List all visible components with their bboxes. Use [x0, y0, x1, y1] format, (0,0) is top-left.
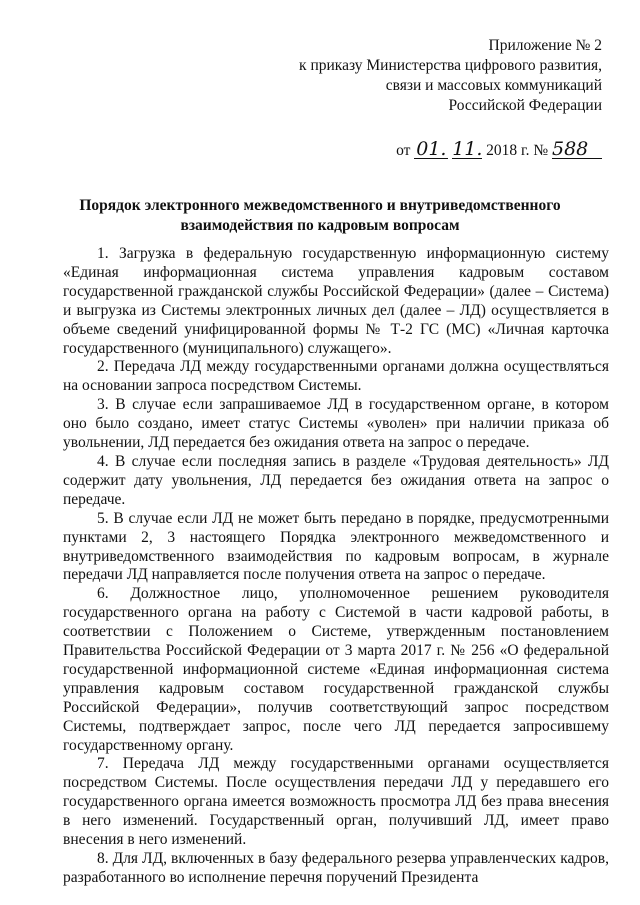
appendix-header: [299, 36, 602, 116]
document-body: [63, 245, 609, 888]
appendix-country: Российской Федерации: [448, 97, 602, 114]
paragraph-7: 7. Передача ЛД между государственными органами осуществляется посредством Системы. После осуществления передачи ЛД у передавшего его государственного органа имеется возможность просмотра ЛД без права внесения в него изменений. Государственный орган, получивший ЛД, имеет право внесения в него изменений.: [63, 755, 609, 849]
paragraph-8: 8. Для ЛД, включенных в базу федерального резерва управленческих кадров, разработанного во исполнение перечня поручений Президента: [63, 850, 609, 886]
paragraph-1: 1. Загрузка в федеральную государственную информационную систему «Единая информационная система управления кадровым составом государственной гражданской службы Российской Федерации» (далее – Система) и выгрузка из Системы электронных личных дел (далее – ЛД) осуществляется в объеме сведений унифицированной формы № Т-2 ГС (МС) «Личная карточка государственного (муниципального) служащего».: [63, 245, 609, 357]
date-prefix: от: [396, 142, 411, 159]
title-line-1: Порядок электронного межведомственного и внутриведомственного: [79, 197, 561, 214]
paragraph-4: 4. В случае если последняя запись в разделе «Трудовая деятельность» ЛД содержит дату увольнения, ЛД передается без ожидания ответа на запрос о передаче.: [63, 452, 609, 508]
paragraph-5: 5. В случае если ЛД не может быть передано в порядке, предусмотренными пунктами 2, 3 настоящего Порядка электронного межведомственного и внутриведомственного взаимодействия по кадровым вопросам, в журнале передачи ЛД направляется после получения ответа на запрос о передаче.: [63, 509, 609, 584]
appendix-number: Приложение № 2: [488, 37, 602, 54]
document-title: [40, 196, 600, 236]
paragraph-6: 6. Должностное лицо, уполномоченное решением руководителя государственного органа на работу с Системой в части кадровой работы, в соответствии с Положением о Системе, утвержденным постановлением Правительства Российской Федерации от 3 марта 2017 г. № 256 «О федеральной государственной информационной системе «Единая информационная система управления кадровым составом государственной гражданской службы Российской Федерации», получив соответствующий запрос посредством Системы, подтверждает запрос, после чего ЛД передается запросившему государственному органу.: [63, 585, 609, 754]
title-line-2: взаимодействия по кадровым вопросам: [180, 217, 460, 234]
appendix-order-ref: к приказу Министерства цифрового развития,: [299, 57, 602, 74]
appendix-ministry-line: связи и массовых коммуникаций: [385, 77, 602, 94]
handwritten-month: 11.: [452, 138, 483, 160]
handwritten-day: 01.: [416, 138, 447, 160]
order-date-line: [396, 140, 602, 160]
paragraph-2: 2. Передача ЛД между государственными органами должна осуществляться на основании запроса посредством Системы.: [63, 358, 609, 395]
handwritten-order-number: 588: [552, 140, 602, 159]
paragraph-3: 3. В случае если запрашиваемое ЛД в государственном органе, в котором оно было создано, имеет статус Системы «уволен» при наличии приказа об увольнении, ЛД передается без ожидания ответа на запрос о передаче.: [63, 396, 609, 452]
date-year: 2018 г. №: [486, 142, 549, 159]
